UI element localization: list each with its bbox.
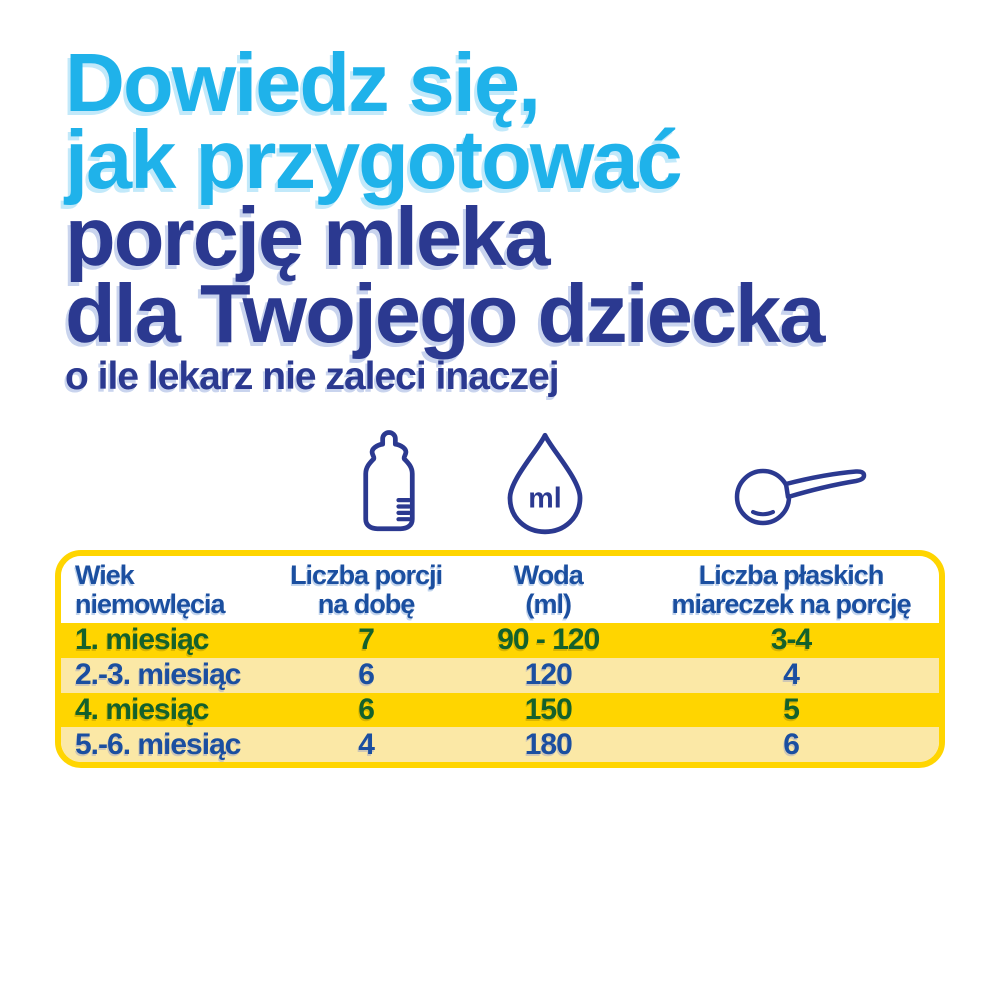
table-row [61, 623, 939, 658]
table-header-row [61, 556, 939, 623]
table-row [61, 693, 939, 728]
measuring-scoop-icon [730, 456, 870, 530]
cell-water: 120 [524, 658, 572, 692]
table-row [61, 727, 939, 762]
header-portions-line1: Liczba porcji [290, 559, 443, 590]
cell-portions: 6 [358, 658, 374, 692]
cell-scoops: 4 [783, 658, 799, 692]
header-water-line1: Woda [513, 559, 583, 590]
cell-scoops: 5 [783, 692, 799, 726]
cell-age: 2.-3. miesiąc [75, 658, 241, 692]
cell-portions: 4 [358, 727, 374, 761]
header-water-line2: (ml) [525, 588, 572, 619]
header-scoops-line2: miareczek na porcję [671, 588, 911, 619]
water-drop-icon [497, 431, 593, 535]
cell-age: 4. miesiąc [75, 692, 209, 726]
cell-water: 90 - 120 [497, 623, 600, 657]
header-age-line1: Wiek [75, 559, 134, 590]
cell-age: 1. miesiąc [75, 623, 209, 657]
header-age [61, 561, 279, 619]
headline-subtitle: o ile lekarz nie zaleci inaczej [65, 355, 559, 398]
headline-line1: Dowiedz się, [65, 36, 540, 129]
headline-line2: jak przygotować [65, 113, 681, 206]
cell-scoops: 3-4 [770, 623, 812, 657]
header-scoops-line1: Liczba płaskich [698, 559, 884, 590]
dosage-table [55, 550, 945, 768]
cell-scoops: 6 [783, 727, 799, 761]
header-water [453, 561, 643, 619]
header-age-line2: niemowlęcia [75, 588, 225, 619]
cell-water: 180 [524, 727, 572, 761]
header-portions [279, 561, 454, 619]
drop-ml-label: ml [528, 482, 562, 515]
baby-bottle-icon [336, 424, 442, 534]
cell-portions: 7 [358, 623, 374, 657]
cell-water: 150 [524, 692, 572, 726]
header-scoops [643, 561, 939, 619]
cell-portions: 6 [358, 692, 374, 726]
headline-line3: porcję mleka [65, 190, 549, 283]
cell-age: 5.-6. miesiąc [75, 727, 241, 761]
headline-line4: dla Twojego dziecka [65, 267, 824, 360]
table-row [61, 658, 939, 693]
header-portions-line2: na dobę [317, 588, 415, 619]
